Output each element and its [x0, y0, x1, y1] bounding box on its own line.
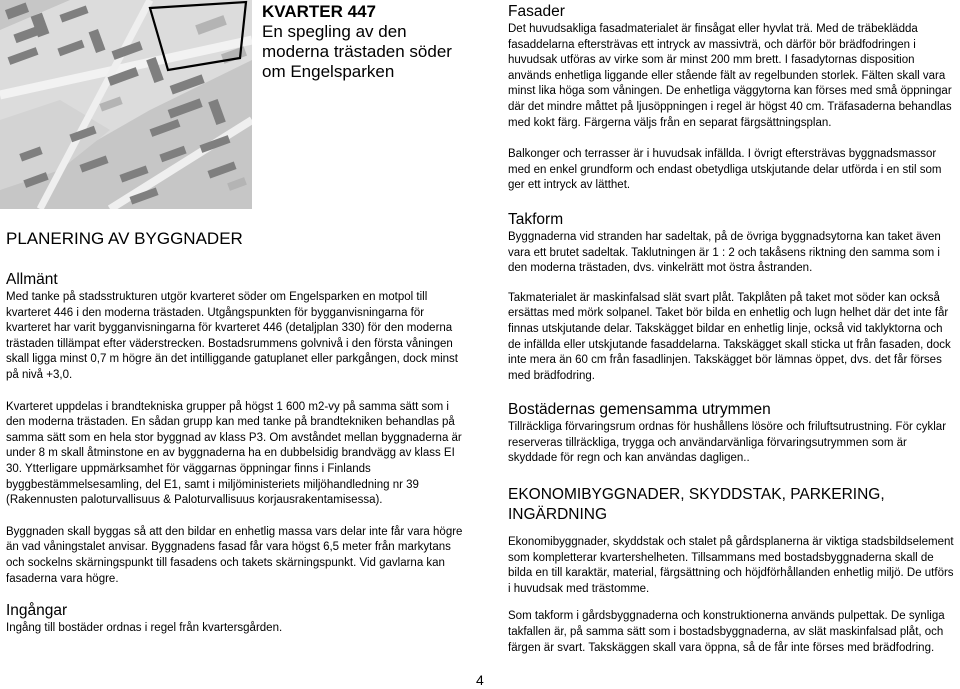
section-heading-ekonomibyggnader: EKONOMIBYGGNADER, SKYDDSTAK, PARKERING, INGÄRDNING: [508, 486, 885, 524]
paragraph-fasader: Det huvudsakliga fasadmaterialet är finsågat eller hyvlat trä. Med de träbeklädda fasaddelarna eftersträvas ett intryck av massivträ, och därför bör brädfodringen i huvudsak utföras av virke som är minst 200 mm brett. I fasadytornas disposition används enhetliga liggande eller stående fält av regelbunden storlek. Fälten skall vara minst lika höga som våningen. De enhetliga väggytorna kan förses med små öppningar där det mindre måttet på ljusöppningen i regel är högst 40 cm. Träfasaderna behandlas med kokt färg. Färgerna väljs från en separat färgsättningsplan.: [508, 23, 952, 129]
paragraph-takmaterial: Takmaterialet är maskinfalsad slät svart plåt. Takplåten på taket mot söder kan också ersättas med mörk solpanel. Taket bör bilda en enhetlig och lugn helhet där det inte får finnas utskjutande delar. Takskägget bildar en enhetlig linje, också vid taklyktorna och de infällda eller utskjutande fasaddelarna. Takskägget skall sticka ut från fasaden, dock inte mera än 60 cm från fasadlinjen. Takskägget bör lämnas öppet, dvs. det får förses med brädfodring.: [508, 291, 951, 382]
block-subtitle-line2: moderna trästaden söder: [262, 42, 452, 61]
paragraph-takform: Byggnaderna vid stranden har sadeltak, på de övriga byggnadsytorna kan taket även vara ett brutet sadeltak. Taklutningen är 1 : 2 och takåsens riktning den samma som i den moderna trästaden, dvs. vinkelrätt mot östra åstranden.: [508, 230, 941, 275]
subheading-takform: Takform: [508, 210, 564, 228]
subheading-allmant: Allmänt: [6, 271, 58, 288]
section-heading-planering: PLANERING AV BYGGNADER: [6, 229, 243, 248]
title-block: [262, 2, 502, 82]
right-column: [508, 2, 954, 656]
paragraph-ingangar: Ingång till bostäder ordnas i regel från kvartersgården.: [6, 622, 283, 635]
left-column: [6, 228, 468, 637]
paragraph-byggnaden: Byggnaden skall byggas så att den bildar en enhetlig massa vars delar inte får vara högre än vad våningstalet anvisar. Byggnadens fasad får vara högst 6,5 meter från markytans och sockelns skärningspunkt till fasadens och takets skärningspunkt. Vid gavlarna kan fasaderna vara högre.: [6, 525, 463, 585]
paragraph-balkonger: Balkonger och terrasser är i huvudsak infällda. I övrigt eftersträvas byggnadsmassor med en enkel grundform och endast obetydliga utskjutande delar utförda i en stil som ger ett intryck av lätthet.: [508, 148, 942, 192]
paragraph-brandtekniska: Kvarteret uppdelas i brandtekniska grupper på högst 1 600 m2-vy på samma sätt som i den moderna trästaden. En sådan grupp kan med tanke på brandtekniken behandlas på samma sätt som en hela stor byggnad av klass P3. Om avståndet mellan byggnaderna är under 8 m skall åtminstone en av byggnaderna ha en dubbelsidig brandvägg av klass EI 30. Ytterligare uppmärksamhet för väggarnas öppningar finns i Finlands byggbestämmelsesamling, del E1, samt i miljöministeriets miljöhandledning nr 39 (Rakennusten paloturvallisuus & Paloturvallisuus korjausrakentamisessa).: [6, 400, 462, 507]
site-plan-map: [0, 0, 252, 209]
subheading-ingangar: Ingångar: [6, 602, 68, 620]
paragraph-gardsbyggnader: Som takform i gårdsbyggnaderna och konstruktionerna används pulpettak. De synliga takfallen är, på samma sätt som i bostadsbyggnaderna, av slät maskinfalsad plåt, och färgen är svart. Takskäggen skall vara öppna, så de får inte förses med brädfodring.: [508, 610, 945, 654]
site-plan-drawing: [0, 0, 252, 209]
page-number: 4: [476, 672, 484, 688]
subheading-utrymmen: Bostädernas gemensamma utrymmen: [508, 401, 771, 419]
block-subtitle-line1: En spegling av den: [262, 22, 407, 41]
subheading-fasader: Fasader: [508, 3, 565, 20]
paragraph-utrymmen: Tillräckliga förvaringsrum ordnas för hushållens lösöre och friluftsutrustning. För cyklar reserveras tillräckliga, trygga och användarvänliga förvaringsutrymmen som är skyddade för regn och kan användas dagligen..: [508, 421, 947, 465]
paragraph-ekonomibyggnader: Ekonomibyggnader, skyddstak och stalet på gårdsplanerna är viktiga stadsbildselement som kompletterar kvartershelheten. Tillsammans med bostadsbyggnaderna skall de bilda en till karaktär, material, färgsättning och höjdförhållanden enhetlig miljö. De utförs i huvudsak med trästomme.: [508, 536, 954, 595]
block-subtitle-line3: om Engelsparken: [262, 62, 395, 81]
block-title: KVARTER 447: [262, 2, 376, 21]
paragraph-allmant: Med tanke på stadsstrukturen utgör kvarteret söder om Engelsparken en motpol till kvarteret 446 i den moderna trästaden. Utgångspunkten för bygganvisningarna för kvarteret har varit bygganvisningarna för kvarteret 446 (detaljplan 330) för den moderna trästaden tillämpat efter väderstrecken. Bostadsrummens golvnivå i den första våningen skall ligga minst 0,7 m högre än det intilliggande gatuplanet eller parkgången, dock minst på nivå +3,0.: [6, 291, 458, 381]
